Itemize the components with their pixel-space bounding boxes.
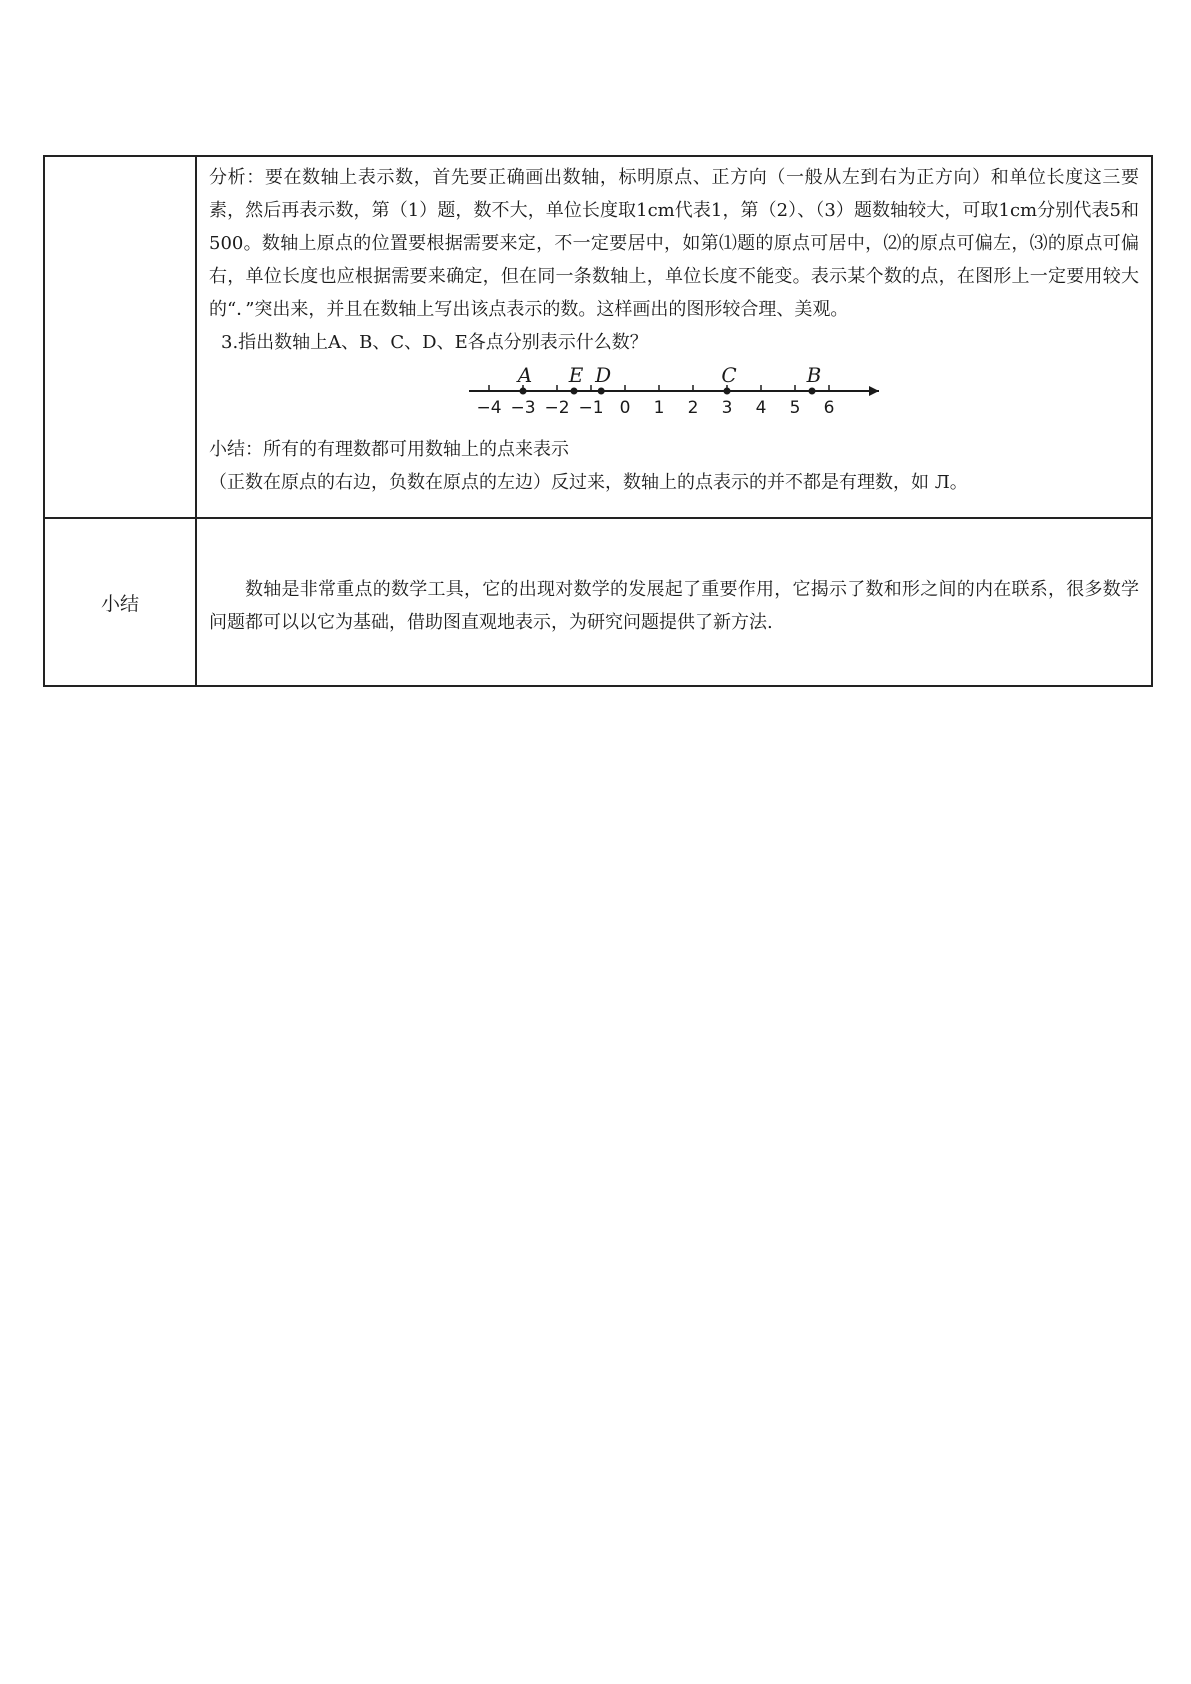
summary-content-cell bbox=[196, 518, 1152, 686]
axis-arrow bbox=[869, 386, 879, 396]
analysis-text: 分析：要在数轴上表示数，首先要正确画出数轴，标明原点、正方向（一般从左到右为正方向）和单位长度这三要素，然后再表示数，第（1）题，数不大，单位长度取1cm代表1，第（2）、（3）题数轴较大，可取1cm分别代表5和500。数轴上原点的位置要根据需要来定，不一定要居中，如第⑴题的原点可居中，⑵的原点可偏左，⑶的原点可偏右，单位长度也应根据需要来确定，但在同一条数轴上，单位长度不能变。表示某个数的点，在图形上一定要用较大的“．”突出来，并且在数轴上写出该点表示的数。这样画出的图形较合理、美观。 bbox=[209, 167, 1139, 320]
analysis-label-cell bbox=[44, 156, 196, 518]
analysis-content-cell bbox=[196, 156, 1152, 518]
inline-summary bbox=[209, 433, 1139, 499]
point-a bbox=[520, 388, 527, 395]
tick-label: −1 bbox=[578, 398, 604, 418]
summary-line-1: 小结：所有的有理数都可用数轴上的点来表示 bbox=[209, 439, 569, 460]
analysis-row bbox=[44, 156, 1152, 518]
summary-line-2: （正数在原点的右边，负数在原点的左边）反过来，数轴上的点表示的并不都是有理数，如 Л。 bbox=[209, 472, 968, 493]
tick-label: −2 bbox=[544, 398, 570, 418]
question-3: 3.指出数轴上A、B、C、D、E各点分别表示什么数？ bbox=[221, 332, 648, 353]
tick-label: −4 bbox=[476, 398, 502, 418]
point-c bbox=[724, 388, 731, 395]
tick-label: 5 bbox=[789, 398, 801, 418]
tick-label: −3 bbox=[510, 398, 536, 418]
point-d bbox=[598, 388, 605, 395]
summary-paragraph: 数轴是非常重点的数学工具，它的出现对数学的发展起了重要作用，它揭示了数和形之间的内在联系，很多数学问题都可以以它为基础，借助图直观地表示，为研究问题提供了新方法. bbox=[209, 579, 1139, 633]
number-line-figure bbox=[209, 359, 1139, 433]
summary-label: 小结 bbox=[44, 518, 196, 686]
number-line bbox=[469, 359, 899, 433]
point-e bbox=[571, 388, 578, 395]
point-b bbox=[809, 388, 816, 395]
tick-label: 4 bbox=[755, 398, 767, 418]
tick-label: 0 bbox=[619, 398, 631, 418]
lesson-table bbox=[43, 155, 1153, 687]
tick-label: 6 bbox=[823, 398, 835, 418]
summary-row bbox=[44, 518, 1152, 686]
analysis-block bbox=[209, 161, 1139, 326]
point-label-b: B bbox=[806, 363, 822, 387]
point-label-d: D bbox=[595, 363, 612, 387]
point-label-c: C bbox=[721, 363, 737, 387]
tick-label: 2 bbox=[687, 398, 699, 418]
point-label-a: A bbox=[517, 363, 533, 387]
tick-label: 1 bbox=[653, 398, 665, 418]
point-label-e: E bbox=[568, 363, 584, 387]
tick-label: 3 bbox=[721, 398, 733, 418]
